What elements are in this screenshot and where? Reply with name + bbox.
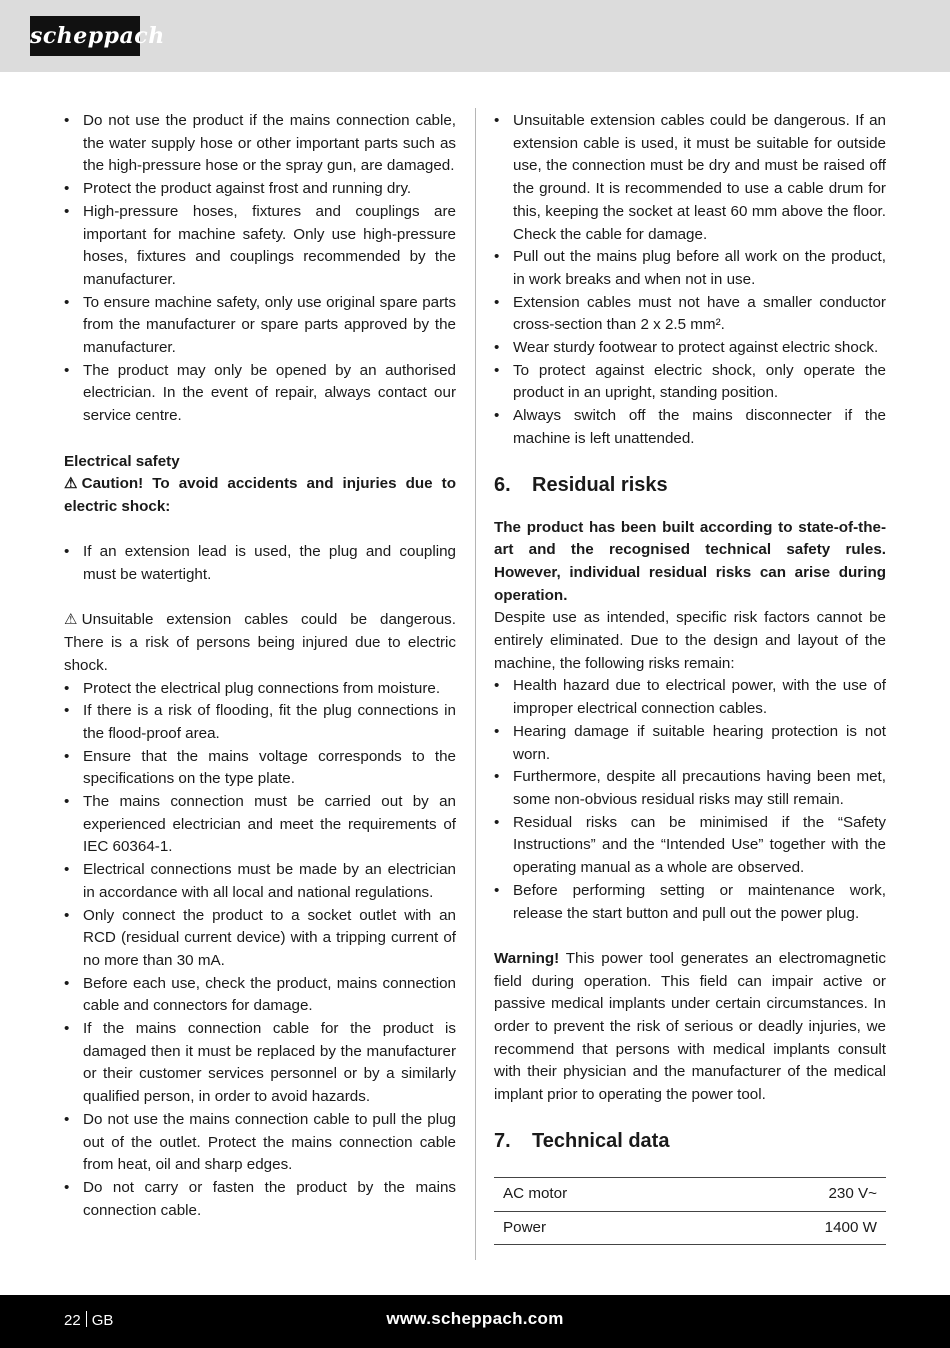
section-6-heading — [494, 471, 886, 499]
table-cell-label: Power — [494, 1211, 705, 1245]
caution-text: Caution! To avoid accidents and injuries due to electric shock: — [64, 475, 456, 515]
extension-lead-list — [64, 541, 456, 586]
website-url: www.scheppach.com — [386, 1309, 564, 1328]
warning-triangle-icon: ⚠ — [64, 611, 78, 629]
electrical-safety-heading: Electrical safety — [64, 452, 180, 470]
technical-data-table — [494, 1177, 886, 1245]
list-item: • The mains connection must be carried out by an experienced electrician and meet the requirements of IEC 60364-1. — [64, 791, 456, 859]
list-item: • Do not carry or fasten the product by the mains connection cable. — [64, 1177, 456, 1222]
page-number: 22 — [64, 1312, 81, 1329]
section-6-heading-block — [494, 451, 886, 517]
intro-safety-list — [64, 110, 456, 428]
section-7-heading-block — [494, 1107, 886, 1155]
list-item: • Health hazard due to electrical power, with the use of improper electrical connection cables. — [494, 675, 886, 720]
table-cell-value: 230 V~ — [705, 1177, 886, 1211]
caution-paragraph — [64, 473, 456, 518]
residual-risks-list — [494, 675, 886, 925]
list-item: • If the mains connection cable for the product is damaged then it must be replaced by the manufacturer or their customer services personnel or by a similarly qualified person, in order to avoid hazards. — [64, 1018, 456, 1109]
list-item: • Pull out the mains plug before all work on the product, in work breaks and when not in use. — [494, 246, 886, 291]
right-column — [494, 110, 886, 1245]
list-item: • Furthermore, despite all precautions having been met, some non-obvious residual risks may still remain. — [494, 766, 886, 811]
list-item: • Do not use the product if the mains connection cable, the water supply hose or other important parts such as the high-pressure hose or the spray gun, are damaged. — [64, 110, 456, 178]
list-item: • High-pressure hoses, fixtures and couplings are important for machine safety. Only use high-pressure hoses, fixtures and couplings recommended by the manufacturer. — [64, 201, 456, 292]
section-7-heading — [494, 1127, 886, 1155]
warning-triangle-icon: ⚠ — [64, 475, 78, 493]
extension-warning-paragraph — [64, 609, 456, 677]
language-code: GB — [91, 1312, 114, 1329]
list-item: • Protect the electrical plug connections from moisture. — [64, 678, 456, 701]
list-item: • Wear sturdy footwear to protect against electric shock. — [494, 337, 886, 360]
warning-text: This power tool generates an electromagnetic field during operation. This field can impair active or passive medical implants under certain circumstances. In order to prevent the risk of serious or deadly injuries, we recommend that persons with medical implants consult with their physician and the manufacturer of the medical implant prior to operating the power tool. — [494, 949, 886, 1104]
extension-warning-text: Unsuitable extension cables could be dangerous. There is a risk of persons being injured due to electric shock. — [64, 611, 456, 674]
page-footer — [0, 1295, 950, 1348]
section-number: 6. — [494, 473, 511, 496]
list-item: • Always switch off the mains disconnecter if the machine is left unattended. — [494, 405, 886, 450]
residual-risks-intro-bold: The product has been built according to state-of-the-art and the recognised technical safety rules. However, individual residual risks can arise during operation. — [494, 518, 886, 604]
list-item: • Unsuitable extension cables could be dangerous. If an extension cable is used, it must be suitable for outside use, the connection must be dry and must be raised off the ground. It is recommended to use a cable drum for this, keeping the socket at least 60 mm above the floor. Check the cable for damage. — [494, 110, 886, 246]
section-number: 7. — [494, 1129, 511, 1152]
table-cell-label: AC motor — [494, 1177, 705, 1211]
list-item: • Electrical connections must be made by an electrician in accordance with all local and national regulations. — [64, 859, 456, 904]
section-title: Technical data — [532, 1129, 670, 1152]
page-header — [0, 0, 950, 72]
left-column — [64, 110, 456, 1222]
list-item: • Extension cables must not have a smaller conductor cross-section than 2 x 2.5 mm². — [494, 292, 886, 337]
residual-risks-intro: Despite use as intended, specific risk factors cannot be entirely eliminated. Due to the design and layout of the machine, the following risks remain: — [494, 609, 886, 672]
list-item: • Ensure that the mains voltage corresponds to the specifications on the type plate. — [64, 746, 456, 791]
list-item: • Protect the product against frost and running dry. — [64, 178, 456, 201]
list-item: • The product may only be opened by an authorised electrician. In the event of repair, always contact our service centre. — [64, 360, 456, 428]
list-item: • Before performing setting or maintenance work, release the start button and pull out the power plug. — [494, 880, 886, 925]
electrical-safety-list — [64, 678, 456, 1223]
list-item: • To protect against electric shock, only operate the product in an upright, standing position. — [494, 360, 886, 405]
section-title: Residual risks — [532, 473, 668, 496]
list-item: • Hearing damage if suitable hearing protection is not worn. — [494, 721, 886, 766]
brand-logo: scheppach — [30, 16, 140, 56]
column-divider — [475, 108, 476, 1260]
table-cell-value: 1400 W — [705, 1211, 886, 1245]
list-item: • If an extension lead is used, the plug and coupling must be watertight. — [64, 541, 456, 586]
extension-cable-list — [494, 110, 886, 451]
list-item: • If there is a risk of flooding, fit the plug connections in the flood-proof area. — [64, 700, 456, 745]
list-item: • Residual risks can be minimised if the “Safety Instructions” and the “Intended Use” together with the operating manual as a whole are observed. — [494, 812, 886, 880]
list-item: • Only connect the product to a socket outlet with an RCD (residual current device) with a tripping current of no more than 30 mA. — [64, 905, 456, 973]
list-item: • Before each use, check the product, mains connection cable and connectors for damage. — [64, 973, 456, 1018]
table-row — [494, 1177, 886, 1211]
table-row — [494, 1211, 886, 1245]
list-item: • To ensure machine safety, only use original spare parts from the manufacturer or spare parts approved by the manufacturer. — [64, 292, 456, 360]
list-item: • Do not use the mains connection cable to pull the plug out of the outlet. Protect the mains connection cable from heat, oil and sharp edges. — [64, 1109, 456, 1177]
warning-label: Warning! — [494, 949, 560, 967]
emf-warning-paragraph — [494, 948, 886, 1107]
